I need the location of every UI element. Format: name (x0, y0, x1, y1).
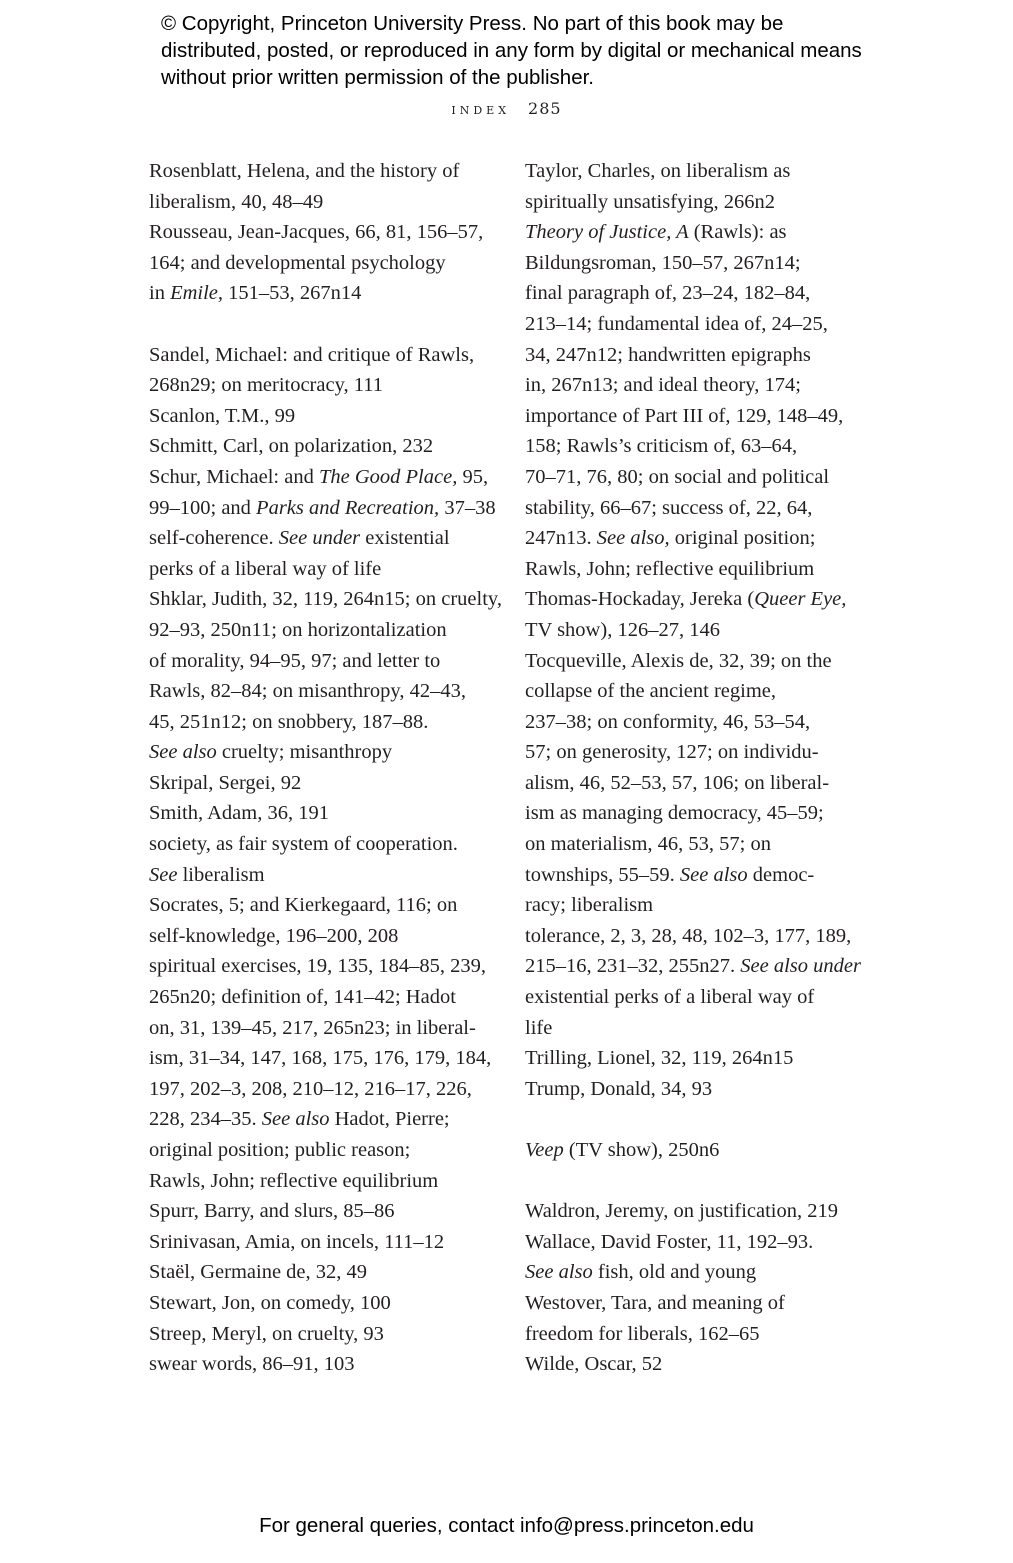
entry-text: 237–38; on conformity, 46, 53–54, (525, 710, 811, 733)
index-entry-line (525, 615, 865, 646)
entry-text: Westover, Tara, and meaning of (525, 1291, 785, 1314)
index-entry-line (525, 890, 865, 921)
index-entry-line (149, 187, 489, 218)
italic-text: Emile, (170, 282, 224, 305)
index-entry (149, 584, 502, 768)
entry-text: cruelty; misanthropy (216, 741, 393, 764)
index-entry-line (149, 890, 489, 921)
index-entry (149, 401, 489, 432)
index-entry-line (149, 921, 489, 952)
index-entry-line (149, 462, 489, 493)
index-entry (525, 1135, 865, 1166)
index-entry-line (525, 1196, 865, 1227)
entry-text: Shklar, Judith, 32, 119, 264n15; on cruelty, (149, 588, 502, 611)
index-entry (525, 1043, 865, 1074)
entry-text: collapse of the ancient regime, (525, 680, 777, 703)
entry-text: 228, 234–35. (149, 1108, 262, 1131)
index-entry-line (149, 1319, 489, 1350)
footer-contact: For general queries, contact info@press.princeton.edu (259, 1514, 754, 1537)
letter-group-gap (149, 309, 489, 340)
italic-text: See (149, 863, 178, 886)
entry-text: stability, 66–67; success of, 22, 64, (525, 496, 813, 519)
entry-text: Scanlon, T.M., 99 (149, 404, 296, 427)
index-entry-line (525, 829, 865, 860)
entry-text: self-coherence. (149, 527, 279, 550)
index-entry-line (525, 309, 865, 340)
entry-text: TV show), 126–27, 146 (525, 618, 720, 641)
entry-text: 158; Rawls’s criticism of, 63–64, (525, 435, 798, 458)
entry-text: 265n20; definition of, 141–42; Hadot (149, 986, 456, 1009)
index-entry-line (149, 370, 489, 401)
index-entry-line (525, 1319, 865, 1350)
index-entry-line (149, 217, 489, 248)
entry-text: ism, 31–34, 147, 168, 175, 176, 179, 184, (149, 1047, 492, 1070)
index-entry-line (149, 584, 502, 615)
index-entry-line (149, 1288, 489, 1319)
index-entry-line (525, 217, 865, 248)
index-entry (525, 156, 865, 217)
index-entry-line (149, 278, 489, 309)
index-entry-line (525, 493, 865, 524)
entry-text: 95, (457, 465, 489, 488)
index-entry-line (149, 615, 489, 646)
index-entry (149, 431, 489, 462)
italic-text: See also under (740, 955, 861, 978)
index-entry-line (149, 1257, 489, 1288)
entry-text: Staël, Germaine de, 32, 49 (149, 1261, 368, 1284)
index-entry-line (149, 1349, 489, 1380)
index-entry (149, 1196, 489, 1227)
letter-group-gap (525, 1104, 865, 1135)
index-entry-line (149, 646, 489, 677)
entry-text: Srinivasan, Amia, on incels, 111–12 (149, 1230, 445, 1253)
index-entry (149, 1319, 489, 1350)
index-column-right (525, 156, 865, 1380)
entry-text: importance of Part III of, 129, 148–49, (525, 404, 844, 427)
index-entry (525, 1227, 865, 1288)
index-entry-line (525, 156, 865, 187)
index-entry (525, 1349, 865, 1380)
index-entry-line (149, 554, 489, 585)
italic-text: See also (679, 863, 748, 886)
index-entry-line (525, 798, 865, 829)
entry-text: in, 267n13; and ideal theory, 174; (525, 374, 801, 397)
index-entry-line (525, 1043, 865, 1074)
entry-text: Taylor, Charles, on liberalism as (525, 160, 791, 182)
entry-text: self-knowledge, 196–200, 208 (149, 924, 399, 947)
index-entry-line (525, 462, 865, 493)
index-entry-line (525, 951, 865, 982)
index-entry (149, 1288, 489, 1319)
index-entry-line (525, 707, 865, 738)
index-entry-line (525, 523, 865, 554)
entry-text: Stewart, Jon, on comedy, 100 (149, 1291, 391, 1314)
index-entry (149, 1349, 489, 1380)
entry-text: original position; public reason; (149, 1139, 411, 1161)
index-entry-line (525, 676, 865, 707)
entry-text: Rawls, 82–84; on misanthropy, 42–43, (149, 680, 466, 703)
italic-text: See also, (596, 527, 670, 550)
entry-text: 37–38 (439, 496, 496, 519)
entry-text: (Rawls): as (688, 221, 787, 244)
index-entry-line (525, 278, 865, 309)
index-entry-line (149, 493, 496, 524)
entry-text: townships, 55–59. (525, 863, 680, 886)
entry-text: Schur, Michael: and (149, 465, 319, 488)
index-entry-line (149, 523, 489, 554)
entry-text: of morality, 94–95, 97; and letter to (149, 649, 441, 672)
index-entry (149, 156, 489, 217)
entry-text: racy; liberalism (525, 894, 654, 917)
entry-text: ism as managing democracy, 45–59; (525, 802, 824, 825)
italic-text: Parks and Recreation, (256, 496, 440, 519)
index-entry-line (525, 401, 865, 432)
index-entry-line (525, 737, 865, 768)
entry-text: Rousseau, Jean-Jacques, 66, 81, 156–57, (149, 221, 484, 244)
index-entry-line (525, 340, 865, 371)
index-entry (149, 951, 492, 1196)
italic-text: See under (278, 527, 361, 550)
entry-text: 268n29; on meritocracy, 111 (149, 374, 383, 397)
entry-text: Spurr, Barry, and slurs, 85–86 (149, 1200, 395, 1223)
index-entry-line (149, 340, 489, 371)
index-entry-line (525, 370, 865, 401)
entry-text: existential (360, 527, 450, 550)
index-entry-line (149, 431, 489, 462)
entry-text: Sandel, Michael: and critique of Rawls, (149, 343, 475, 366)
entry-text: Trilling, Lionel, 32, 119, 264n15 (525, 1047, 794, 1070)
entry-text: society, as fair system of cooperation. (149, 833, 458, 856)
entry-text: 247n13. (525, 527, 597, 550)
index-entry-line (149, 737, 489, 768)
entry-text: on, 31, 139–45, 217, 265n23; in liberal- (149, 1016, 476, 1039)
entry-text: 164; and developmental psychology (149, 251, 446, 274)
index-entry (149, 462, 496, 523)
index-entry (149, 798, 489, 829)
index-entry (525, 1288, 865, 1349)
entry-text: Rosenblatt, Helena, and the history of (149, 160, 460, 182)
entry-text: (TV show), 250n6 (563, 1139, 720, 1161)
italic-text: Veep (525, 1139, 564, 1161)
entry-text: 213–14; fundamental idea of, 24–25, (525, 312, 828, 335)
index-entry (525, 584, 865, 645)
index-entry-line (525, 1135, 865, 1166)
entry-text: Rawls, John; reflective equilibrium (525, 557, 815, 580)
italic-text: See also (525, 1261, 593, 1284)
entry-text: freedom for liberals, 162–65 (525, 1322, 760, 1345)
entry-text: 92–93, 250n11; on horizontalization (149, 618, 447, 641)
entry-text: Trump, Donald, 34, 93 (525, 1077, 713, 1100)
index-entry-line (525, 646, 865, 677)
index-entry (149, 1257, 489, 1288)
entry-text: Wallace, David Foster, 11, 192–93. (525, 1230, 814, 1253)
running-head (0, 99, 1013, 118)
index-entry-line (149, 829, 489, 860)
entry-text: Smith, Adam, 36, 191 (149, 802, 329, 825)
entry-text: 151–53, 267n14 (223, 282, 362, 305)
entry-text: Skripal, Sergei, 92 (149, 771, 302, 794)
index-entry-line (149, 248, 489, 279)
italic-text: See also (261, 1108, 330, 1131)
entry-text: final paragraph of, 23–24, 182–84, (525, 282, 811, 305)
entry-text: spiritually unsatisfying, 266n2 (525, 190, 775, 213)
index-entry-line (525, 187, 865, 218)
entry-text: spiritual exercises, 19, 135, 184–85, 239, (149, 955, 487, 978)
index-entry-line (525, 860, 865, 891)
italic-text: Queer Eye, (754, 588, 847, 611)
entry-text: liberalism (177, 863, 265, 886)
index-entry (149, 1227, 489, 1258)
index-entry-line (149, 156, 489, 187)
index-entry-line (149, 982, 489, 1013)
index-entry-line (149, 1104, 489, 1135)
index-entry (525, 1074, 865, 1105)
letter-group-gap (525, 1166, 865, 1197)
entry-text: swear words, 86–91, 103 (149, 1353, 355, 1376)
index-entry-line (149, 707, 489, 738)
index-entry-line (525, 1227, 865, 1258)
index-entry-line (149, 1074, 489, 1105)
index-entry-line (149, 860, 489, 891)
index-entry (525, 1196, 865, 1227)
page-number: 285 (528, 99, 562, 118)
entry-text: on materialism, 46, 53, 57; on (525, 833, 771, 856)
entry-text: original position; (669, 527, 816, 550)
entry-text: 215–16, 231–32, 255n27. (525, 955, 741, 978)
index-entry (149, 768, 489, 799)
entry-text: Wilde, Oscar, 52 (525, 1353, 663, 1376)
index-entry-line (149, 768, 489, 799)
entry-text: democ- (747, 863, 815, 886)
index-entry-line (149, 1043, 492, 1074)
entry-text: fish, old and young (592, 1261, 757, 1284)
index-entry (525, 921, 865, 1043)
entry-text: 57; on generosity, 127; on individu- (525, 741, 819, 764)
index-entry-line (525, 982, 865, 1013)
entry-text: life (525, 1016, 553, 1039)
entry-text: 197, 202–3, 208, 210–12, 216–17, 226, (149, 1077, 472, 1100)
entry-text: Schmitt, Carl, on polarization, 232 (149, 435, 434, 458)
index-entry (149, 340, 489, 401)
index-entry (149, 829, 489, 890)
entry-text: 45, 251n12; on snobbery, 187–88. (149, 710, 429, 733)
index-entry (149, 523, 489, 584)
entry-text: liberalism, 40, 48–49 (149, 190, 324, 213)
index-entry-line (149, 798, 489, 829)
entry-text: 34, 247n12; handwritten epigraphs (525, 343, 811, 366)
running-head-label: index (451, 99, 511, 118)
entry-text: 70–71, 76, 80; on social and political (525, 465, 830, 488)
index-entry-line (149, 1135, 489, 1166)
index-entry-line (525, 921, 865, 952)
index-entry-line (525, 1257, 865, 1288)
italic-text: See also (149, 741, 217, 764)
index-entry-line (149, 1013, 489, 1044)
index-entry-line (525, 1349, 865, 1380)
index-entry-line (525, 584, 865, 615)
index-entry (525, 217, 865, 584)
index-entry-line (149, 1196, 489, 1227)
entry-text: alism, 46, 52–53, 57, 106; on liberal- (525, 771, 830, 794)
index-entry-line (149, 951, 489, 982)
entry-text: perks of a liberal way of life (149, 557, 382, 580)
entry-text: in (149, 282, 171, 305)
entry-text: Thomas-Hockaday, Jereka ( (525, 588, 755, 611)
index-entry-line (525, 431, 865, 462)
copyright-notice: © Copyright, Princeton University Press. No part of this book may be distributed, posted, or reproduced in any form by digital or mechanical means without prior written permission of the publisher. (161, 12, 862, 89)
index-entry-line (149, 1166, 489, 1197)
entry-text: Hadot, Pierre; (329, 1108, 450, 1131)
entry-text: Rawls, John; reflective equilibrium (149, 1169, 439, 1192)
index-entry-line (149, 401, 489, 432)
entry-text: tolerance, 2, 3, 28, 48, 102–3, 177, 189, (525, 924, 852, 947)
entry-text: existential perks of a liberal way of (525, 986, 815, 1009)
italic-text: Theory of Justice, A (525, 221, 689, 244)
entry-text: Socrates, 5; and Kierkegaard, 116; on (149, 894, 458, 917)
index-entry-line (525, 768, 865, 799)
index-entry-line (525, 1288, 865, 1319)
index-entry-line (525, 1074, 865, 1105)
italic-text: The Good Place, (318, 465, 458, 488)
index-entry-line (525, 554, 865, 585)
index-entry (525, 646, 865, 921)
entry-text: 99–100; and (149, 496, 257, 519)
index-entry (149, 217, 489, 309)
entry-text: Bildungsroman, 150–57, 267n14; (525, 251, 801, 274)
index-entry-line (525, 248, 865, 279)
index-entry (149, 890, 489, 951)
entry-text: Streep, Meryl, on cruelty, 93 (149, 1322, 384, 1345)
entry-text: Waldron, Jeremy, on justification, 219 (525, 1200, 838, 1223)
index-entry-line (149, 676, 489, 707)
index-entry-line (525, 1013, 865, 1044)
index-entry-line (149, 1227, 489, 1258)
entry-text: Tocqueville, Alexis de, 32, 39; on the (525, 649, 832, 672)
index-column-left (149, 156, 502, 1380)
